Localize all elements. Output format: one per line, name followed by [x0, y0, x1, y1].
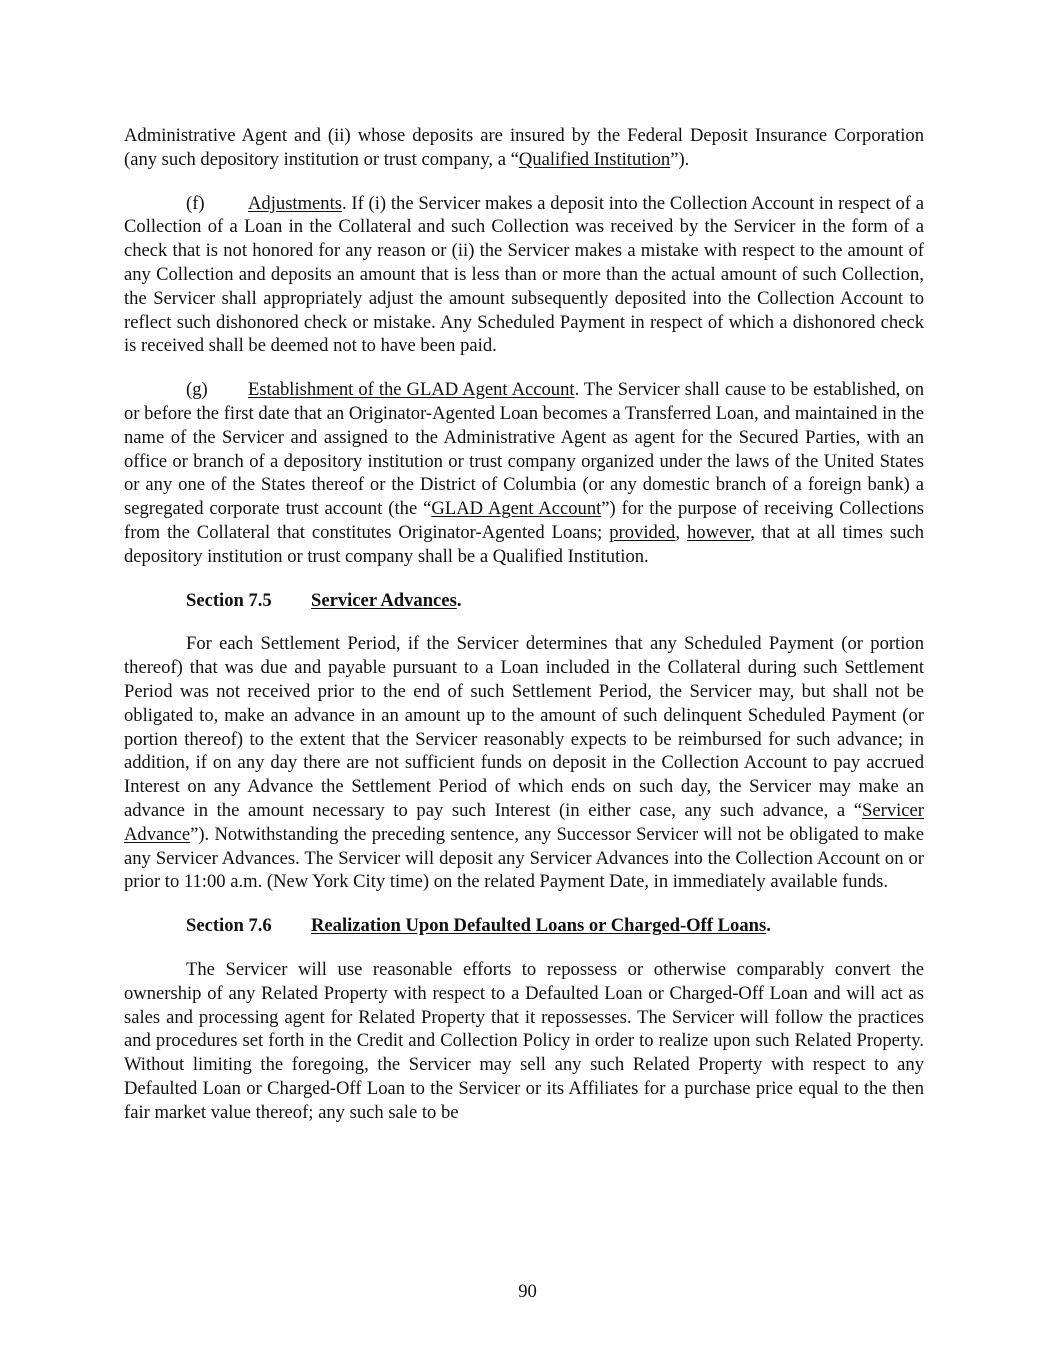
- clause-label-g: (g): [186, 379, 208, 401]
- term-however: however: [686, 521, 751, 543]
- section-7-6-body: The Servicer will use reasonable efforts to repossess or otherwise comparably convert the ownership of any Related Property with respect to a Defaulted Loan or Charged-Off Loan and will act as sales and processing agent for Related Property that it repossesses. The Servicer will follow the practices and procedures set forth in the Credit and Collection Policy in order to realize upon such Related Property. Without limiting the foregoing, the Servicer may sell any such Related Property with respect to any Defaulted Loan or Charged-Off Loan to the Servicer or its Affiliates for a purchase price equal to the then fair market value thereof; any such sale to be: [124, 958, 924, 1123]
- section-7-5-body: [124, 632, 924, 894]
- paragraph-text: ,: [675, 521, 687, 543]
- document-page: [124, 124, 924, 1144]
- section-number: Section 7.6: [186, 915, 272, 937]
- paragraph-text: For each Settlement Period, if the Servicer determines that any Scheduled Payment (or portion thereof) that was due and payable pursuant to a Loan included in the Collateral during such Settlement Period was not received prior to the end of such Settlement Period, the Servicer may, but shall not be obligated to, make an advance in an amount up to the amount of such delinquent Scheduled Payment (or portion thereof) to the extent that the Servicer reasonably expects to be reimbursed for such advance; in addition, if on any day there are not sufficient funds on deposit in the Collection Account to pay accrued Interest on any Advance the Settlement Period of which ends on such day, the Servicer may make an advance in the amount necessary to pay such Interest (in either case, any such advance, a “: [124, 633, 924, 821]
- paragraph-text: ”) for the purpose of receiving Collections from the Collateral that constitutes Originator-Agented Loans;: [124, 498, 924, 543]
- paragraph-continuation: [124, 124, 924, 172]
- section-number: Section 7.5: [186, 589, 272, 611]
- term-provided: provided: [609, 521, 676, 543]
- defined-term-servicer-advance: Servicer Advance: [124, 799, 924, 845]
- paragraph-text: , that at all times such depository institution or trust company shall be a Qualified Institution.: [124, 521, 924, 567]
- defined-term-glad-agent-account: GLAD Agent Account: [431, 498, 602, 520]
- paragraph-text: ”).: [670, 148, 690, 170]
- clause-label-f: (f): [186, 192, 205, 214]
- defined-term-qualified-institution: Qualified Institution: [518, 148, 671, 170]
- paragraph-g-glad-agent-account: [124, 378, 924, 568]
- paragraph-text: ”). Notwithstanding the preceding sentence, any Successor Servicer will not be obligated to make any Servicer Advances. The Servicer will deposit any Servicer Advances into the Collection Account on or prior to 11:00 a.m. (New York City time) on the related Payment Date, in immediately available funds.: [124, 823, 924, 893]
- paragraph-text: . If (i) the Servicer makes a deposit into the Collection Account in respect of a Collection of a Loan in the Collateral and such Collection was received by the Servicer in the form of a check that is not honored for any reason or (ii) the Servicer makes a mistake with respect to the amount of any Collection and deposits an amount that is less than or more than the actual amount of such Collection, the Servicer shall appropriately adjust the amount subsequently deposited into the Collection Account to reflect such dishonored check or mistake. Any Scheduled Payment in respect of which a dishonored check is received shall be deemed not to have been paid.: [124, 192, 924, 357]
- section-title: Servicer Advances: [311, 589, 457, 611]
- paragraph-text: Administrative Agent and (ii) whose deposits are insured by the Federal Deposit Insurance Corporation (any such depository institution or trust company, a “: [124, 125, 924, 170]
- paragraph-f-adjustments: [124, 192, 924, 359]
- clause-heading-adjustments: Adjustments: [248, 192, 343, 214]
- section-title: Realization Upon Defaulted Loans or Charged-Off Loans: [311, 915, 767, 937]
- page-number: 90: [518, 1281, 537, 1302]
- paragraph-text: . The Servicer shall cause to be established, on or before the first date that an Originator-Agented Loan becomes a Transferred Loan, and maintained in the name of the Servicer and assigned to the Administrative Agent as agent for the Secured Parties, with an office or branch of a depository institution or trust company organized under the laws of the United States or any one of the States thereof or the District of Columbia (or any domestic branch of a foreign bank) a segregated corporate trust account (the “: [124, 379, 924, 520]
- section-title-period: .: [456, 589, 462, 611]
- section-title-period: .: [766, 915, 771, 937]
- section-heading-7-5: [124, 589, 924, 613]
- clause-heading-glad-agent-account: Establishment of the GLAD Agent Account: [248, 379, 575, 401]
- section-heading-7-6: [124, 914, 924, 938]
